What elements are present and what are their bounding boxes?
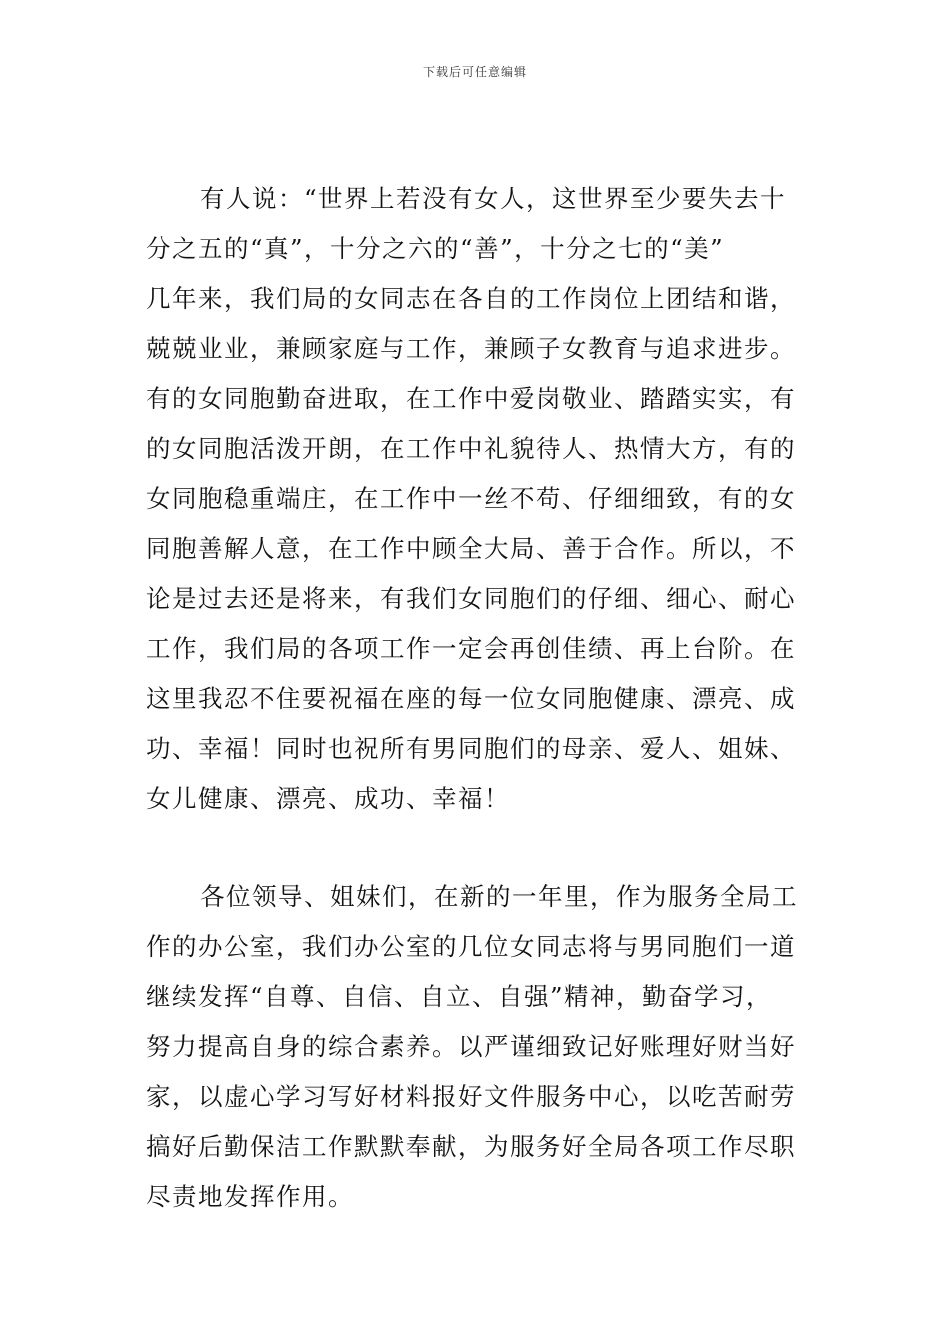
paragraph-line: 尽责地发挥作用。	[146, 1182, 354, 1211]
paragraph-line: 女儿健康、漂亮、成功、幸福！	[146, 784, 510, 813]
paragraph-line: 兢兢业业，兼顾家庭与工作，兼顾子女教育与追求进步。	[146, 334, 796, 363]
paragraph-line: 几年来，我们局的女同志在各自的工作岗位上团结和谐，	[146, 284, 796, 313]
paragraph-line: 有的女同胞勤奋进取，在工作中爱岗敬业、踏踏实实，有	[146, 384, 796, 413]
paragraph-line: 搞好后勤保洁工作默默奉献，为服务好全局各项工作尽职	[146, 1132, 796, 1161]
paragraph-line: 论是过去还是将来，有我们女同胞们的仔细、细心、耐心	[146, 584, 796, 613]
paragraph-line: 作的办公室，我们办公室的几位女同志将与男同胞们一道	[146, 932, 796, 961]
paragraph-line: 的女同胞活泼开朗，在工作中礼貌待人、热情大方，有的	[146, 434, 796, 463]
paragraph-line: 这里我忍不住要祝福在座的每一位女同胞健康、漂亮、成	[146, 684, 796, 713]
paragraph-line: 有人说：“世界上若没有女人，这世界至少要失去十	[200, 184, 787, 213]
paragraph-line: 女同胞稳重端庄，在工作中一丝不苟、仔细细致，有的女	[146, 484, 796, 513]
paragraph-line: 功、幸福！同时也祝所有男同胞们的母亲、爱人、姐妹、	[146, 734, 796, 763]
paragraph-line: 继续发挥“自尊、自信、自立、自强”精神，勤奋学习，	[146, 982, 773, 1011]
paragraph-line: 家，以虚心学习写好材料报好文件服务中心，以吃苦耐劳	[146, 1082, 796, 1111]
paragraph-1	[146, 174, 810, 824]
paragraph-line: 工作，我们局的各项工作一定会再创佳绩、再上台阶。在	[146, 634, 796, 663]
paragraph-line: 同胞善解人意，在工作中顾全大局、善于合作。所以，不	[146, 534, 796, 563]
header-note: 下载后可任意编辑	[422, 65, 527, 79]
paragraph-line: 各位领导、姐妹们，在新的一年里，作为服务全局工	[200, 882, 798, 911]
paragraph-line: 努力提高自身的综合素养。以严谨细致记好账理好财当好	[146, 1032, 796, 1061]
paragraph-2	[146, 872, 810, 1222]
paragraph-line: 分之五的“真”，十分之六的“善”，十分之七的“美”	[146, 234, 725, 263]
